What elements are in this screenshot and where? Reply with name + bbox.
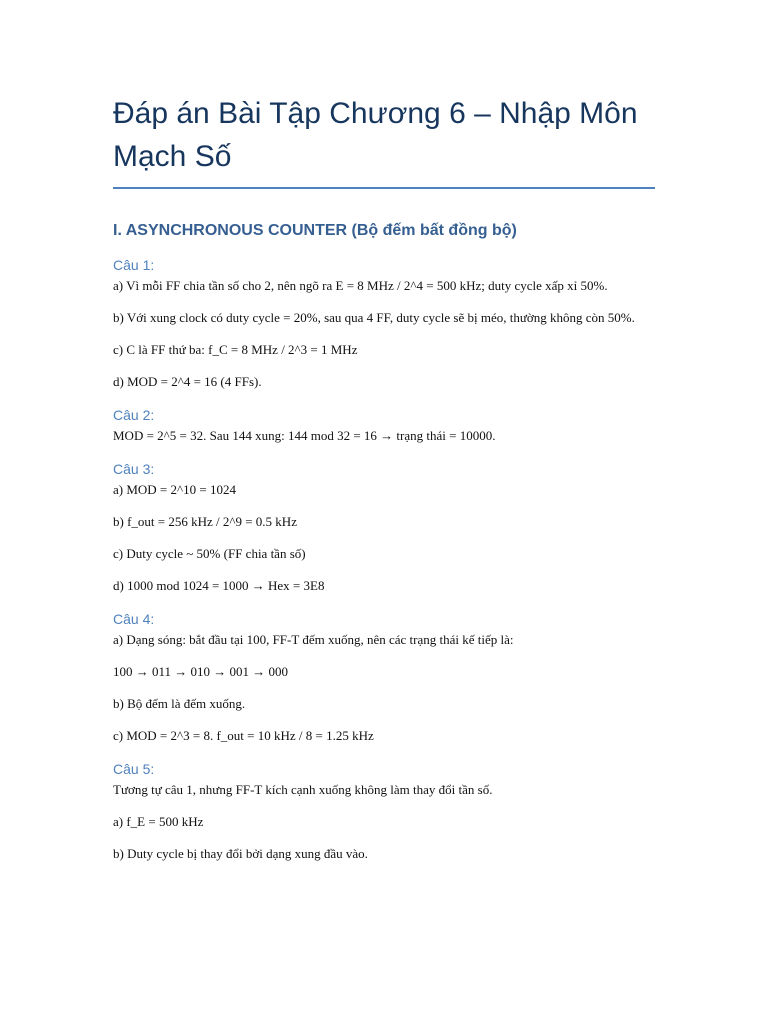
- question-title: Câu 4:: [113, 611, 155, 627]
- question-1: [113, 256, 655, 391]
- answer-paragraph: c) C là FF thứ ba: f_C = 8 MHz / 2^3 = 1 MHz: [113, 342, 358, 357]
- question-title: Câu 1:: [113, 257, 155, 273]
- question-3: [113, 460, 655, 595]
- state-sequence: 100 → 011 → 010 → 001 → 000: [113, 664, 289, 679]
- answer-paragraph: a) MOD = 2^10 = 1024: [113, 482, 236, 497]
- answer-paragraph: c) Duty cycle ~ 50% (FF chia tần số): [113, 546, 306, 561]
- page-title: Đáp án Bài Tập Chương 6 – Nhập Môn Mạch Số: [113, 92, 655, 189]
- question-title: Câu 3:: [113, 461, 155, 477]
- question-4: [113, 610, 655, 745]
- answer-paragraph: a) Vì mỗi FF chia tần số cho 2, nên ngõ ra E = 8 MHz / 2^4 = 500 kHz; duty cycle xấp xỉ 50%.: [113, 278, 608, 293]
- answer-paragraph: b) Bộ đếm là đếm xuống.: [113, 696, 246, 711]
- answer-paragraph: b) Duty cycle bị thay đổi bởi dạng xung đầu vào.: [113, 846, 368, 861]
- answer-paragraph: a) Dạng sóng: bắt đầu tại 100, FF-T đếm xuống, nên các trạng thái kế tiếp là:: [113, 632, 514, 647]
- answer-paragraph: Tương tự câu 1, nhưng FF-T kích cạnh xuống không làm thay đổi tần số.: [113, 782, 493, 797]
- section-heading: I. ASYNCHRONOUS COUNTER (Bộ đếm bất đồng bộ): [113, 222, 517, 239]
- answer-paragraph: b) f_out = 256 kHz / 2^9 = 0.5 kHz: [113, 514, 297, 529]
- answer-paragraph: a) f_E = 500 kHz: [113, 814, 204, 829]
- question-5: [113, 760, 655, 863]
- answer-paragraph: c) MOD = 2^3 = 8. f_out = 10 kHz / 8 = 1.25 kHz: [113, 728, 374, 743]
- answer-paragraph: d) 1000 mod 1024 = 1000 → Hex = 3E8: [113, 578, 325, 593]
- question-title: Câu 5:: [113, 761, 155, 777]
- answer-paragraph: d) MOD = 2^4 = 16 (4 FFs).: [113, 374, 262, 389]
- answer-paragraph: MOD = 2^5 = 32. Sau 144 xung: 144 mod 32 = 16 → trạng thái = 10000.: [113, 428, 496, 443]
- document-page: [113, 92, 655, 877]
- question-title: Câu 2:: [113, 407, 155, 423]
- question-2: [113, 406, 655, 445]
- answer-paragraph: b) Với xung clock có duty cycle = 20%, sau qua 4 FF, duty cycle sẽ bị méo, thường không còn 50%.: [113, 310, 635, 325]
